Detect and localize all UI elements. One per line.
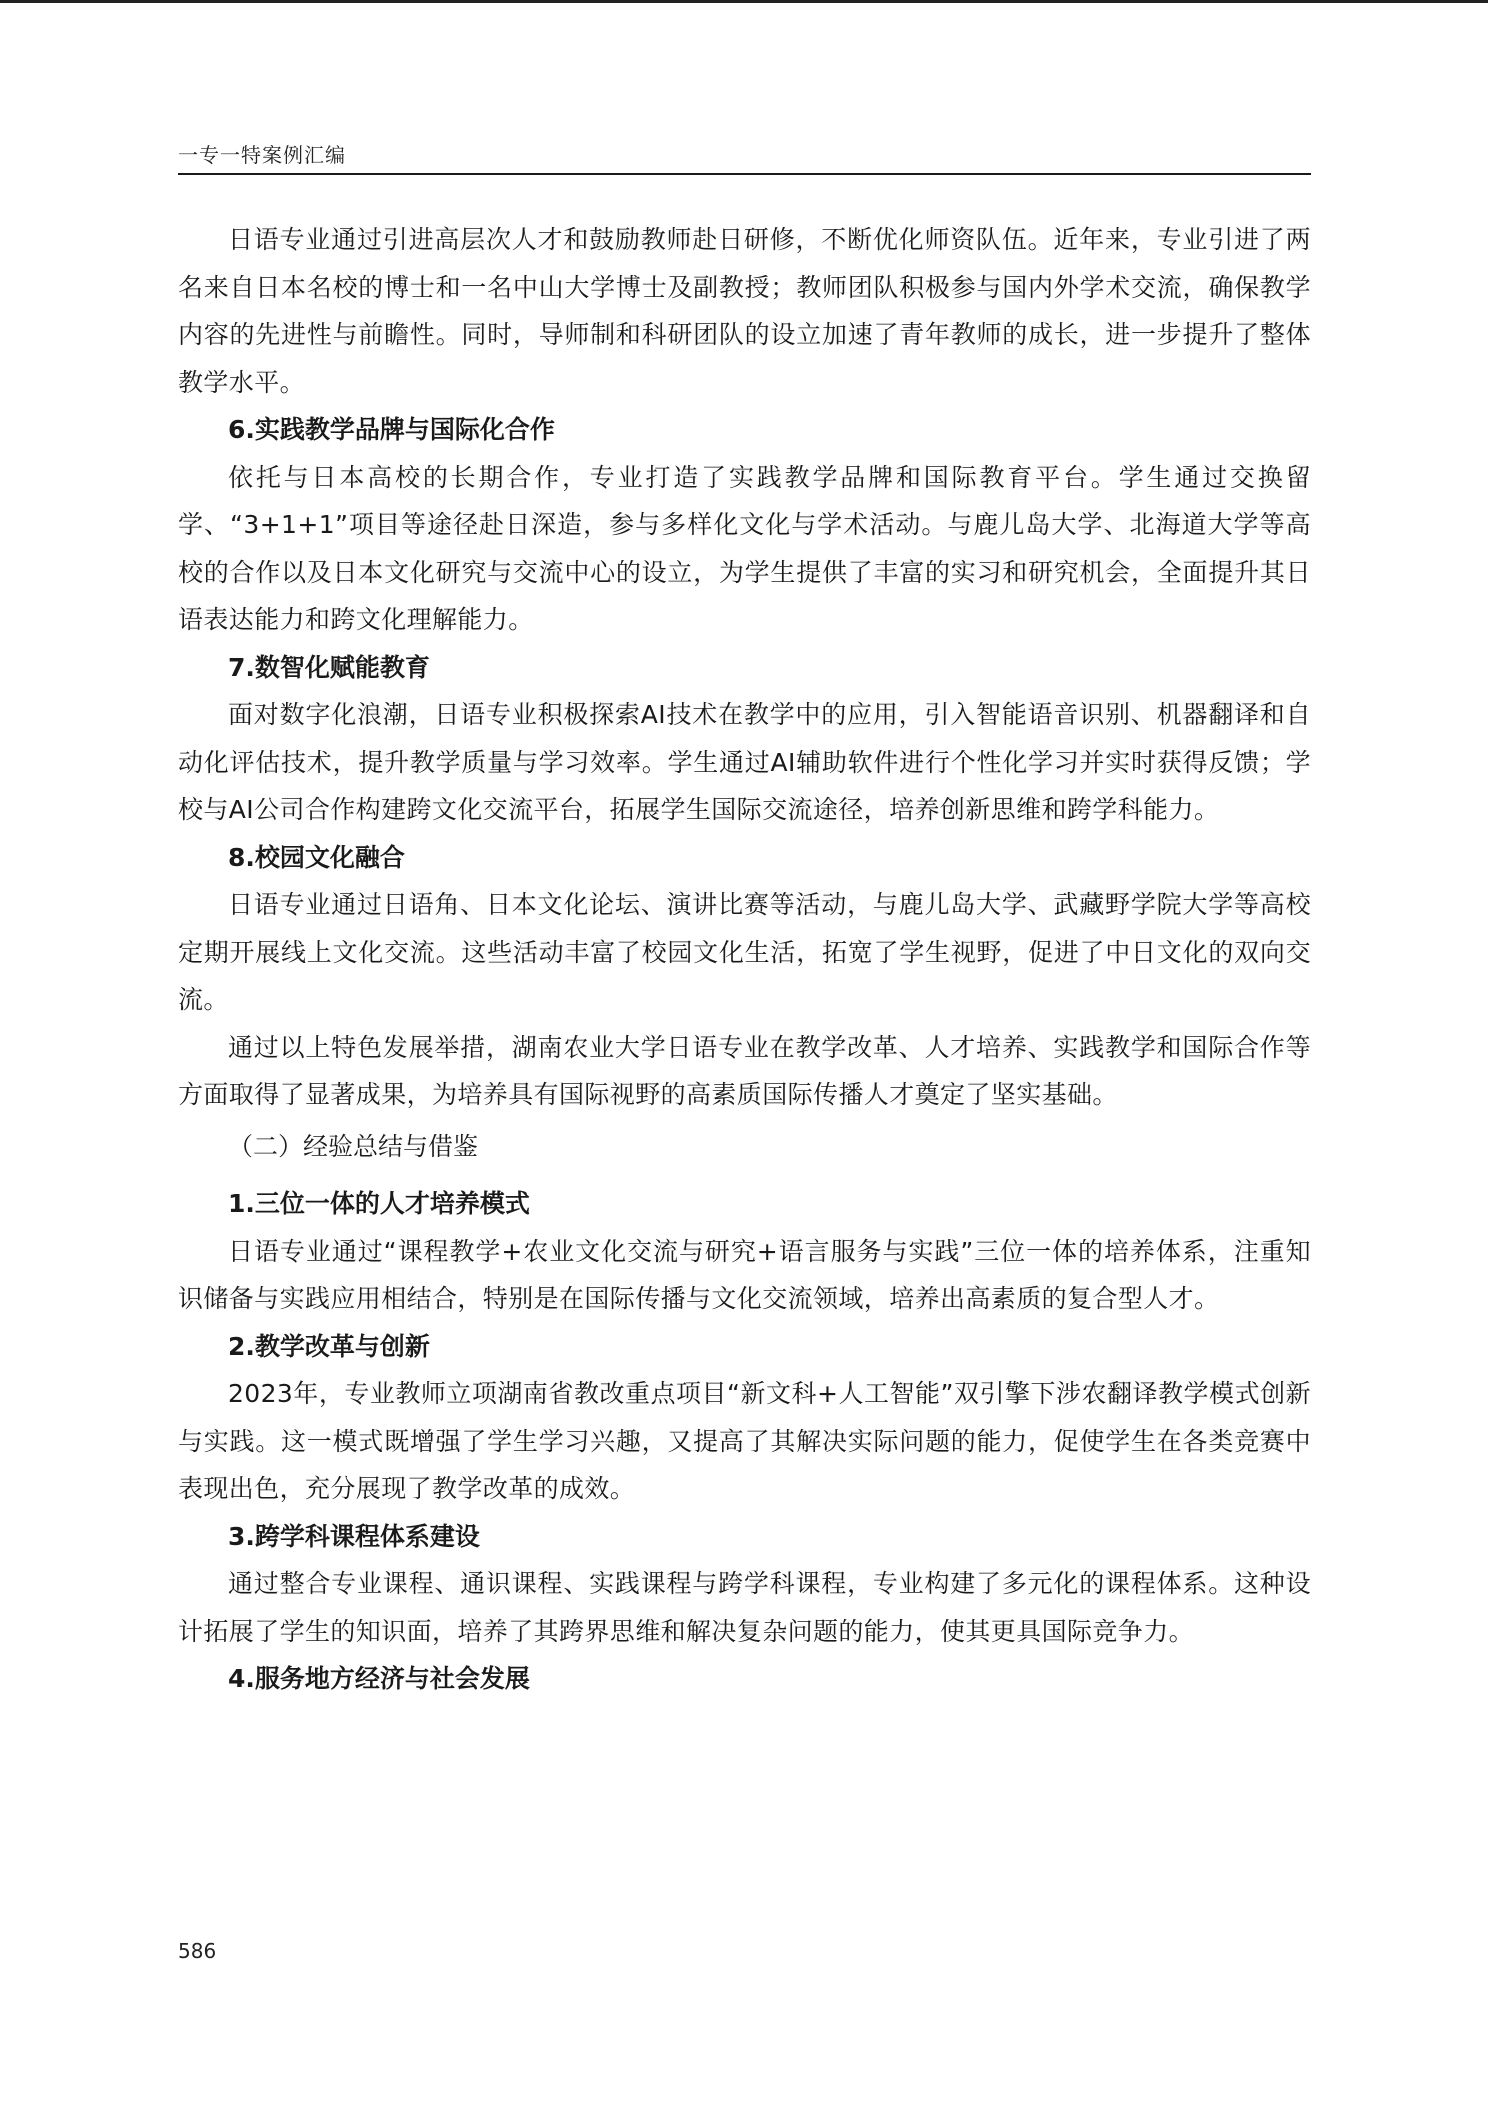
page-number: 586 — [178, 1939, 217, 1963]
paragraph-summary: 通过以上特色发展举措，湖南农业大学日语专业在教学改革、人才培养、实践教学和国际合作等方面取得了显著成果，为培养具有国际视野的高素质国际传播人才奠定了坚实基础。 — [178, 1032, 1311, 1109]
heading-interdisciplinary-curriculum: 3.跨学科课程体系建设 — [228, 1521, 480, 1551]
paragraph-interdisciplinary-curriculum: 通过整合专业课程、通识课程、实践课程与跨学科课程，专业构建了多元化的课程体系。这种设计拓展了学生的知识面，培养了其跨界思维和解决复杂问题的能力，使其更具国际竞争力。 — [178, 1569, 1311, 1646]
top-border-rule — [0, 0, 1488, 3]
heading-digital-education: 7.数智化赋能教育 — [228, 652, 430, 682]
paragraph-teaching-reform: 2023年，专业教师立项湖南省教改重点项目“新文科+人工智能”双引擎下涉农翻译教学模式创新与实践。这一模式既增强了学生学习兴趣，又提高了其解决实际问题的能力，促使学生在各类竞赛中表现出色，充分展现了教学改革的成效。 — [178, 1379, 1311, 1503]
page-body — [178, 216, 1311, 1703]
running-header-title: 一专一特案例汇编 — [178, 143, 346, 167]
paragraph-faculty: 日语专业通过引进高层次人才和鼓励教师赴日研修，不断优化师资队伍。近年来，专业引进了两名来自日本名校的博士和一名中山大学博士及副教授；教师团队积极参与国内外学术交流，确保教学内容的先进性与前瞻性。同时，导师制和科研团队的设立加速了青年教师的成长，进一步提升了整体教学水平。 — [178, 225, 1311, 397]
heading-local-service: 4.服务地方经济与社会发展 — [228, 1664, 530, 1693]
heading-campus-culture: 8.校园文化融合 — [228, 842, 405, 872]
section-heading-experience: （二）经验总结与借鉴 — [228, 1131, 479, 1161]
heading-trinity-model: 1.三位一体的人才培养模式 — [228, 1189, 530, 1218]
heading-practice-international: 6.实践教学品牌与国际化合作 — [228, 415, 555, 444]
paragraph-trinity-model: 日语专业通过“课程教学+农业文化交流与研究+语言服务与实践”三位一体的培养体系，注重知识储备与实践应用相结合，特别是在国际传播与文化交流领域，培养出高素质的复合型人才。 — [178, 1236, 1311, 1313]
paragraph-campus-culture: 日语专业通过日语角、日本文化论坛、演讲比赛等活动，与鹿儿岛大学、武藏野学院大学等高校定期开展线上文化交流。这些活动丰富了校园文化生活，拓宽了学生视野，促进了中日文化的双向交流。 — [178, 890, 1311, 1014]
running-header — [178, 141, 1311, 175]
paragraph-digital-education: 面对数字化浪潮，日语专业积极探索AI技术在教学中的应用，引入智能语音识别、机器翻译和自动化评估技术，提升教学质量与学习效率。学生通过AI辅助软件进行个性化学习并实时获得反馈；学校与AI公司合作构建跨文化交流平台，拓展学生国际交流途径，培养创新思维和跨学科能力。 — [178, 700, 1311, 824]
heading-teaching-reform: 2.教学改革与创新 — [228, 1331, 430, 1361]
paragraph-practice-international: 依托与日本高校的长期合作，专业打造了实践教学品牌和国际教育平台。学生通过交换留学、“3+1+1”项目等途径赴日深造，参与多样化文化与学术活动。与鹿儿岛大学、北海道大学等高校的合作以及日本文化研究与交流中心的设立，为学生提供了丰富的实习和研究机会，全面提升其日语表达能力和跨文化理解能力。 — [178, 462, 1311, 634]
